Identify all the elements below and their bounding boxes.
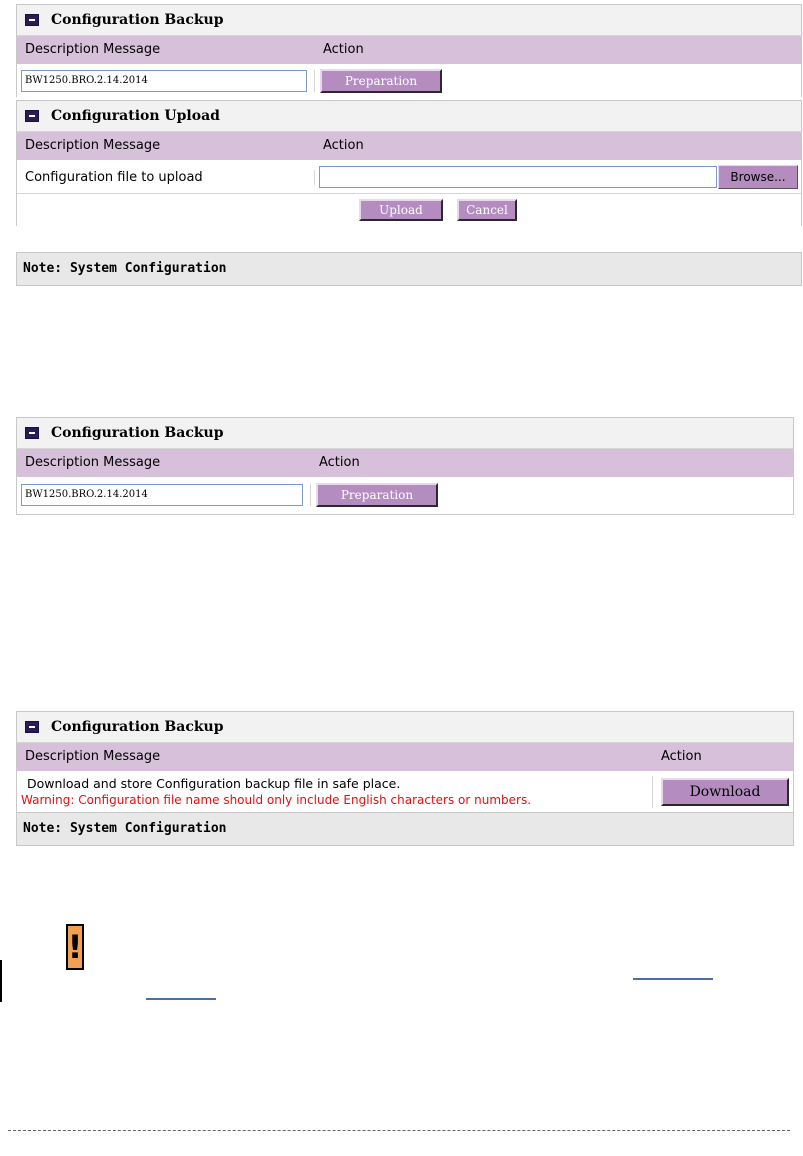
panel-title — [17, 101, 801, 132]
upload-button[interactable]: Upload — [359, 199, 443, 221]
col-action-header: Action — [661, 749, 702, 764]
col-description-header: Description Message — [25, 749, 161, 764]
col-action-header: Action — [323, 42, 364, 57]
collapse-icon[interactable] — [25, 427, 39, 439]
document-link-underline[interactable] — [633, 978, 713, 980]
col-description-header: Description Message — [25, 42, 161, 57]
cancel-button[interactable]: Cancel — [457, 199, 517, 221]
note-system-configuration: Note: System Configuration — [16, 812, 794, 846]
action-row — [17, 194, 801, 226]
file-label: Configuration file to upload — [17, 170, 315, 185]
info-text: Download and store Configuration backup file in safe place. — [27, 776, 401, 791]
collapse-icon[interactable] — [25, 721, 39, 733]
description-input[interactable]: BW1250.BRO.2.14.2014 — [21, 484, 303, 506]
table-header — [17, 743, 793, 772]
download-button[interactable]: Download — [661, 778, 789, 806]
panel-title-text: Configuration Upload — [51, 108, 220, 124]
collapse-icon[interactable] — [25, 14, 39, 26]
table-header — [17, 36, 801, 65]
description-input[interactable]: BW1250.BRO.2.14.2014 — [21, 70, 307, 92]
table-row — [17, 161, 801, 194]
browse-button[interactable]: Browse... — [718, 165, 798, 189]
panel-title — [17, 418, 793, 449]
table-header — [17, 449, 793, 478]
panel-title — [17, 5, 801, 36]
table-row — [17, 772, 793, 812]
col-description-header: Description Message — [25, 455, 161, 470]
panel-title — [17, 712, 793, 743]
preparation-button[interactable]: Preparation — [316, 483, 438, 507]
col-action-header: Action — [323, 138, 364, 153]
config-download-panel — [16, 711, 794, 815]
table-header — [17, 132, 801, 161]
col-description-header: Description Message — [25, 138, 161, 153]
warning-text: Warning: Configuration file name should only include English characters or numbers. — [21, 793, 532, 807]
config-upload-panel — [16, 100, 802, 226]
margin-bar — [0, 960, 2, 1002]
document-link-underline[interactable] — [146, 998, 216, 1000]
table-row — [17, 478, 793, 512]
config-backup-panel — [16, 417, 794, 515]
panel-title-text: Configuration Backup — [51, 719, 224, 735]
col-action-header: Action — [319, 455, 360, 470]
preparation-button[interactable]: Preparation — [320, 69, 442, 93]
collapse-icon[interactable] — [25, 110, 39, 122]
file-path-input[interactable] — [319, 166, 717, 188]
footer-separator — [8, 1130, 790, 1131]
warning-icon: ! — [66, 924, 84, 970]
panel-title-text: Configuration Backup — [51, 425, 224, 441]
table-row — [17, 65, 801, 97]
note-system-configuration: Note: System Configuration — [16, 252, 802, 286]
panel-title-text: Configuration Backup — [51, 12, 224, 28]
config-backup-panel — [16, 4, 802, 97]
